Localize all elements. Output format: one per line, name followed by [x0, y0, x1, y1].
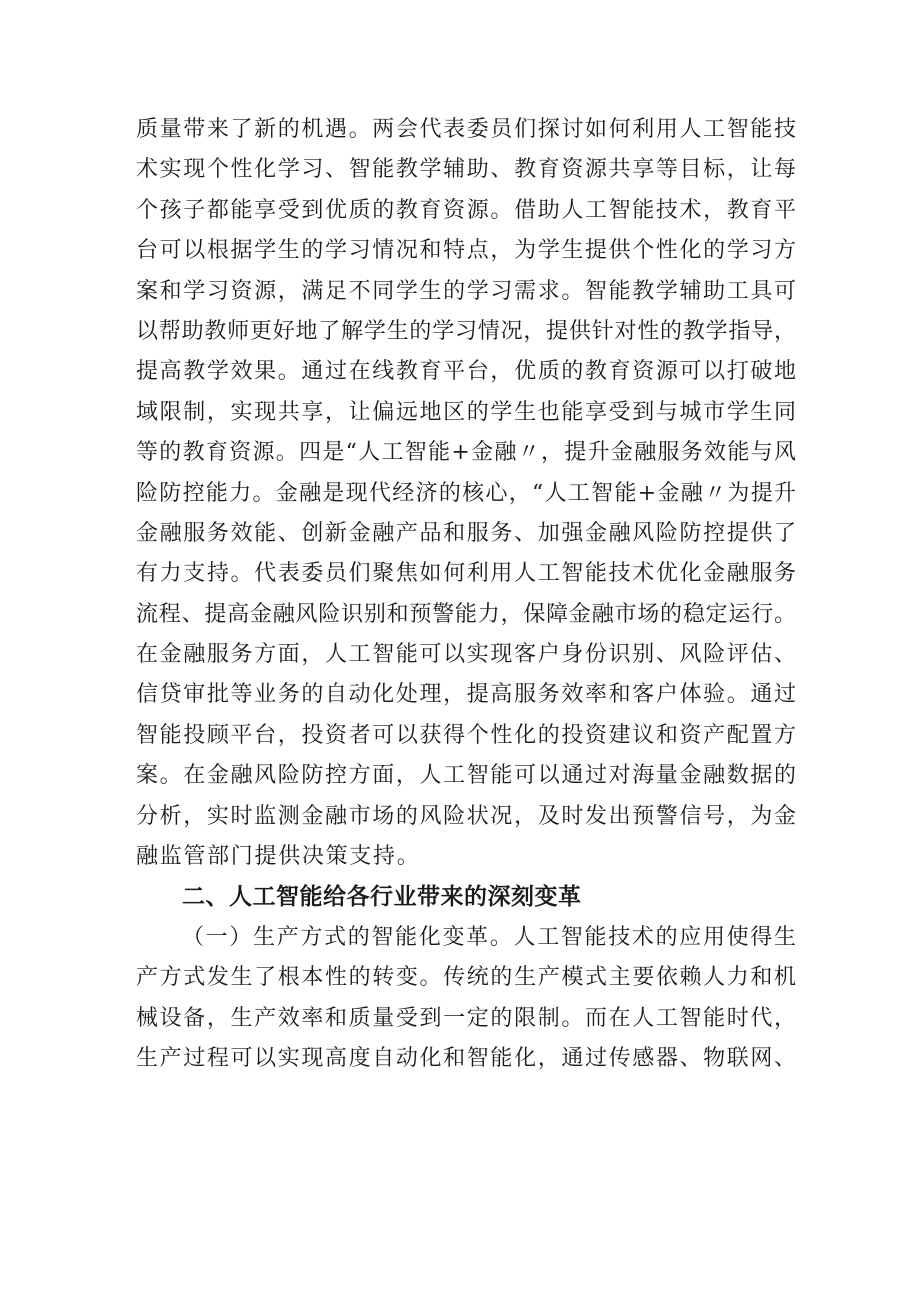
text-line: 等的教育资源。四是“人工智能+金融〃，提升金融服务效能与风: [136, 440, 796, 466]
text-line: 械设备，生产效率和质量受到一定的限制。而在人工智能时代，: [136, 1005, 796, 1031]
text-line: 智能投顾平台，投资者可以获得个性化的投资建议和资产配置方: [136, 722, 796, 748]
section-heading: 二、人工智能给各行业带来的深刻变革: [182, 884, 582, 911]
text-line: 有力支持。代表委员们聚焦如何利用人工智能技术优化金融服务: [136, 561, 796, 587]
text-line: 术实现个性化学习、智能教学辅助、教育资源共享等目标，让每: [136, 157, 796, 183]
document-body: [136, 110, 796, 1079]
text-line: 分析，实时监测金融市场的风险状况，及时发出预警信号，为金: [136, 803, 796, 829]
text-line: 流程、提高金融风险识别和预警能力，保障金融市场的稳定运行。: [136, 601, 796, 627]
text-line: 台可以根据学生的学习情况和特点，为学生提供个性化的学习方: [136, 238, 796, 264]
text-line: 质量带来了新的机遇。两会代表委员们探讨如何利用人工智能技: [136, 117, 796, 142]
text-line: 金融服务效能、创新金融产品和服务、加强金融风险防控提供了: [136, 520, 796, 546]
text-line: 信贷审批等业务的自动化处理，提高服务效率和客户体验。通过: [136, 682, 796, 708]
text-line: 生产过程可以实现高度自动化和智能化，通过传感器、物联网、: [136, 1045, 796, 1071]
text-line: 产方式发生了根本性的转变。传统的生产模式主要依赖人力和机: [136, 965, 796, 991]
paragraph-production-transformation: [136, 918, 796, 1080]
text-line: 以帮助教师更好地了解学生的学习情况，提供针对性的教学指导，: [136, 318, 796, 344]
text-line: （一）生产方式的智能化变革。人工智能技术的应用使得生: [182, 924, 796, 950]
text-line: 案和学习资源，满足不同学生的学习需求。智能教学辅助工具可: [136, 278, 796, 304]
paragraph-ai-education-finance: [136, 110, 796, 877]
text-line: 个孩子都能享受到优质的教育资源。借助人工智能技术，教育平: [136, 197, 796, 223]
text-line: 域限制，实现共享，让偏远地区的学生也能享受到与城市学生同: [136, 399, 796, 425]
text-line: 案。在金融风险防控方面，人工智能可以通过对海量金融数据的: [136, 763, 796, 789]
text-line: 在金融服务方面，人工智能可以实现客户身份识别、风险评估、: [136, 642, 796, 668]
text-line: 提高教学效果。通过在线教育平台，优质的教育资源可以打破地: [136, 359, 796, 385]
text-line: 险防控能力。金融是现代经济的核心，“人工智能+金融〃为提升: [136, 480, 796, 506]
text-line: 融监管部门提供决策支持。: [136, 844, 421, 870]
